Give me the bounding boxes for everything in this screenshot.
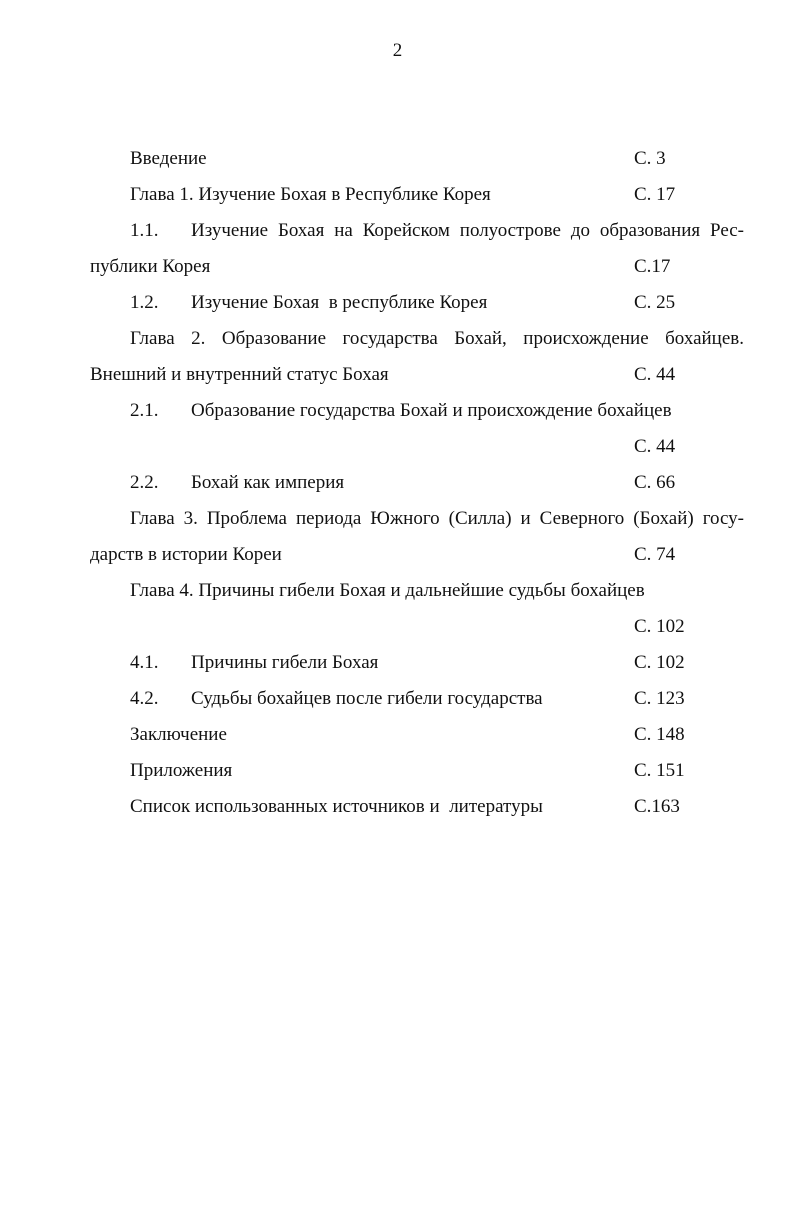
toc-entry-s22-label: Бохай как империя xyxy=(191,472,345,493)
toc-entry-conclusion-page: С. 148 xyxy=(634,724,685,745)
toc-entry-intro-label: Введение xyxy=(130,148,207,169)
page-number: 2 xyxy=(392,40,403,61)
toc-entry-sources-page: С.163 xyxy=(634,796,680,817)
toc-entry-s11-page: С.17 xyxy=(634,256,671,277)
toc-entry-ch1-label: Глава 1. Изучение Бохая в Республике Корея xyxy=(130,184,491,205)
toc-entry-s22-number: 2.2. xyxy=(130,472,159,493)
toc-entry-ch2-page: С. 44 xyxy=(634,364,676,385)
toc-entry-s21-number: 2.1. xyxy=(130,400,159,421)
toc-entry-ch1-page: С. 17 xyxy=(634,184,676,205)
toc-entry-ch3-page: С. 74 xyxy=(634,544,676,565)
toc-entry-s12-number: 1.2. xyxy=(130,292,159,313)
toc-entry-s42-page: С. 123 xyxy=(634,688,685,709)
toc-entry-conclusion-label: Заключение xyxy=(130,724,227,745)
toc-entry-ch3-label-line1: Глава 3. Проблема периода Южного (Силла) и Северного (Бохай) госу- xyxy=(130,508,744,529)
toc-entry-s42-label: Судьбы бохайцев после гибели государства xyxy=(191,688,543,709)
toc-entry-s11-label-line1: Изучение Бохая на Корейском полуострове до образования Рес- xyxy=(191,220,744,241)
toc-entry-ch4-page: С. 102 xyxy=(634,616,685,637)
toc-entry-s11-number: 1.1. xyxy=(130,220,159,241)
toc-entry-s21-label: Образование государства Бохай и происхождение бохайцев xyxy=(191,400,672,421)
toc-entry-s22-page: С. 66 xyxy=(634,472,676,493)
toc-entry-intro-page: С. 3 xyxy=(634,148,666,169)
toc-entry-ch2-label-line1: Глава 2. Образование государства Бохай, происхождение бохайцев. xyxy=(130,328,744,349)
toc-entry-s41-page: С. 102 xyxy=(634,652,685,673)
toc-entry-s41-number: 4.1. xyxy=(130,652,159,673)
toc-entry-appendix-page: С. 151 xyxy=(634,760,685,781)
toc-entry-s12-page: С. 25 xyxy=(634,292,676,313)
toc-entry-ch2-label-line2: Внешний и внутренний статус Бохая xyxy=(90,364,389,385)
toc-entry-ch4-label: Глава 4. Причины гибели Бохая и дальнейшие судьбы бохайцев xyxy=(130,580,645,601)
toc-entry-appendix-label: Приложения xyxy=(130,760,233,781)
toc-entry-s42-number: 4.2. xyxy=(130,688,159,709)
toc-entry-sources-label: Список использованных источников и литературы xyxy=(130,796,543,817)
toc-entry-s12-label: Изучение Бохая в республике Корея xyxy=(191,292,488,313)
toc-entry-s21-page: С. 44 xyxy=(634,436,676,457)
toc-entry-s11-label-line2: публики Корея xyxy=(90,256,211,277)
toc-entry-ch3-label-line2: дарств в истории Кореи xyxy=(90,544,282,565)
toc-entry-s41-label: Причины гибели Бохая xyxy=(191,652,379,673)
